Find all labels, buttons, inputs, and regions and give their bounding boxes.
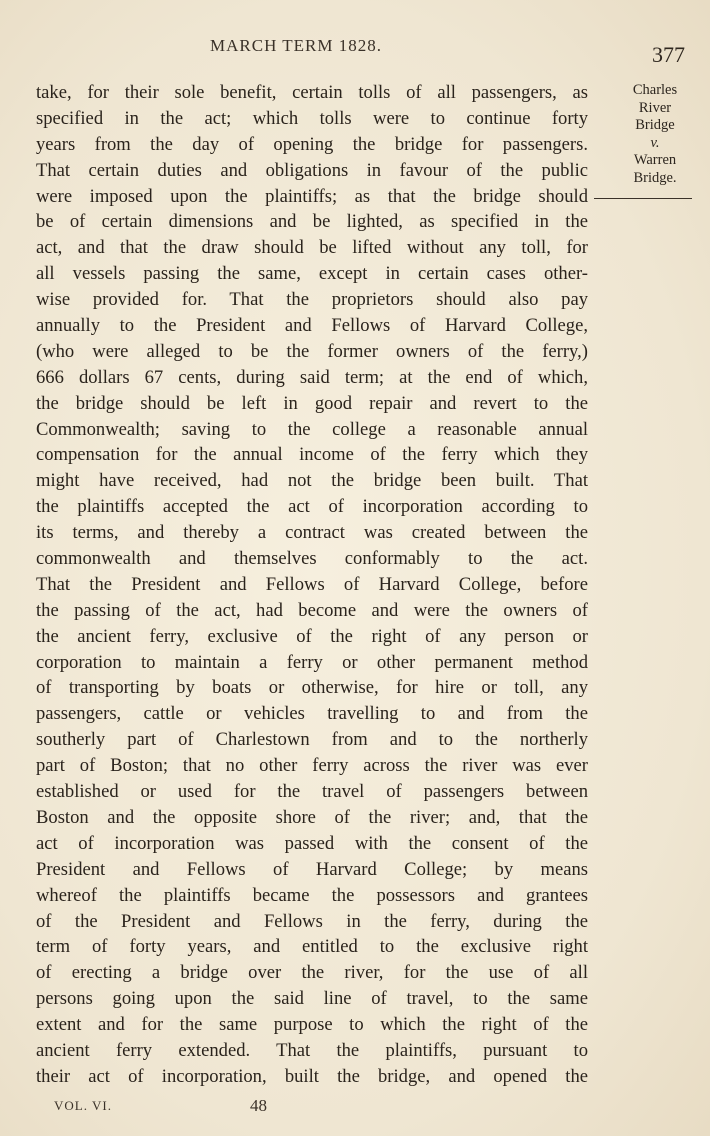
text-line: 666 dollars 67 cents, during said term; at the end of which, xyxy=(36,366,588,388)
text-line: act of incorporation was passed with the consent of the xyxy=(36,832,588,854)
text-line: of erecting a bridge over the river, for the use of all xyxy=(36,962,588,984)
text-line: were imposed upon the plaintiffs; as that the bridge should xyxy=(36,185,588,207)
text-line: the bridge should be left in good repair and revert to the xyxy=(36,392,588,414)
text-line: term of forty years, and entitled to the exclusive right xyxy=(36,936,588,958)
sidenote-line: Warren xyxy=(633,152,677,168)
text-line: act, and that the draw should be lifted without any toll, for xyxy=(36,237,588,259)
text-line: years from the day of opening the bridge for passengers. xyxy=(36,133,588,155)
sidenote-line: Bridge. xyxy=(633,169,677,186)
text-line: be of certain dimensions and be lighted, as specified in the xyxy=(36,211,588,233)
text-line: of transporting by boats or otherwise, for hire or toll, any xyxy=(36,677,588,699)
text-line: persons going upon the said line of travel, to the same xyxy=(36,988,588,1010)
text-line: the plaintiffs accepted the act of incorporation according to xyxy=(36,496,588,518)
sidenote-rule xyxy=(594,198,692,199)
signature-mark: VOL. VI. xyxy=(54,1098,112,1113)
page-number: 377 xyxy=(652,42,685,67)
text-line: extent and for the same purpose to which the right of the xyxy=(36,1014,588,1036)
text-line: the ancient ferry, exclusive of the right of any person or xyxy=(36,625,588,647)
text-line: their act of incorporation, built the bridge, and opened the xyxy=(36,1065,588,1087)
text-line: established or used for the travel of passengers between xyxy=(36,781,588,803)
text-line: all vessels passing the same, except in certain cases other- xyxy=(36,263,588,285)
text-line: of the President and Fellows in the ferry, during the xyxy=(36,910,588,932)
text-line: specified in the act; which tolls were to continue forty xyxy=(36,107,588,129)
text-line: might have received, had not the bridge been built. That xyxy=(36,470,588,492)
text-line: southerly part of Charlestown from and to the northerly xyxy=(36,729,588,751)
text-line: President and Fellows of Harvard College; by means xyxy=(36,858,588,880)
marginal-case-note xyxy=(612,82,698,187)
sidenote-line: v. xyxy=(650,134,660,151)
text-line: whereof the plaintiffs became the possessors and grantees xyxy=(36,884,588,906)
text-line: the passing of the act, had become and were the owners of xyxy=(36,599,588,621)
text-line: its terms, and thereby a contract was created between the xyxy=(36,522,588,544)
signature-number: 48 xyxy=(250,1096,267,1115)
text-line: That certain duties and obligations in favour of the public xyxy=(36,159,588,181)
sidenote-line: Bridge xyxy=(635,117,675,133)
text-line: annually to the President and Fellows of Harvard College, xyxy=(36,315,588,337)
text-line: wise provided for. That the proprietors should also pay xyxy=(36,289,588,311)
text-line: part of Boston; that no other ferry across the river was ever xyxy=(36,755,588,777)
body-text xyxy=(36,80,588,1090)
running-head: MARCH TERM 1828. xyxy=(210,36,383,55)
text-line: ancient ferry extended. That the plaintiffs, pursuant to xyxy=(36,1039,588,1061)
text-line: Commonwealth; saving to the college a reasonable annual xyxy=(36,418,588,440)
sidenote-line: River xyxy=(638,99,672,116)
text-line: commonwealth and themselves conformably to the act. xyxy=(36,548,588,570)
text-line: corporation to maintain a ferry or other permanent method xyxy=(36,651,588,673)
sidenote-line: Charles xyxy=(632,82,678,98)
text-line: (who were alleged to be the former owners of the ferry,) xyxy=(36,340,588,362)
text-line: That the President and Fellows of Harvard College, before xyxy=(36,573,588,595)
text-line: take, for their sole benefit, certain tolls of all passengers, as xyxy=(36,82,588,103)
text-line: passengers, cattle or vehicles travelling to and from the xyxy=(36,703,588,725)
text-line: Boston and the opposite shore of the river; and, that the xyxy=(36,806,588,828)
text-line: compensation for the annual income of the ferry which they xyxy=(36,444,588,466)
